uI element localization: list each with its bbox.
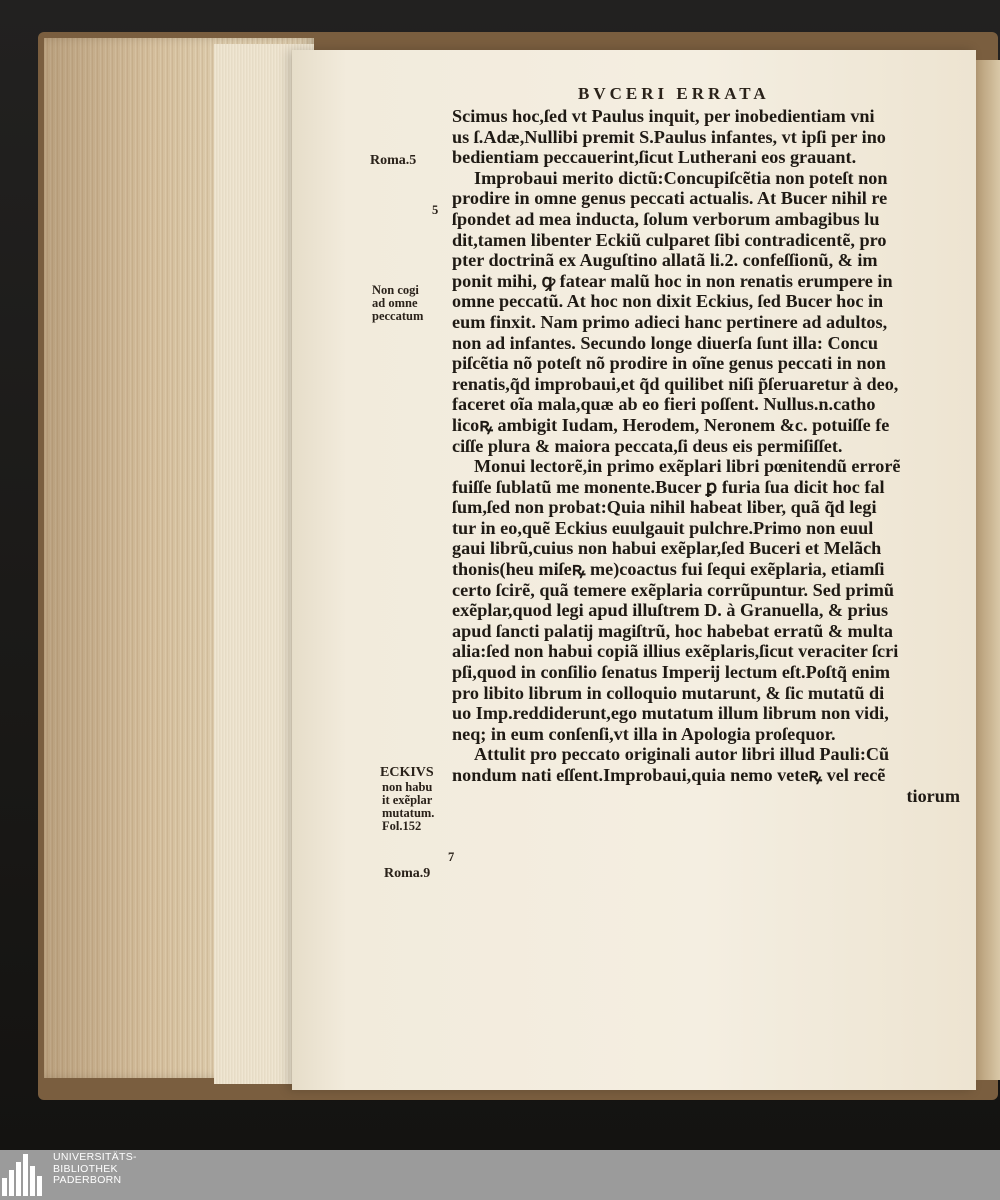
- text-line: certo ſcirẽ, quã temere exẽplaria corrũpuntur. Sed primũ: [452, 579, 894, 600]
- library-name-line3: PADERBORN: [53, 1174, 122, 1186]
- text-line: pro libito librum in colloquio mutarunt, & ſic mutatũ di: [452, 682, 885, 703]
- library-footer-bar: [0, 1150, 1000, 1200]
- text-line: Attulit pro peccato originali autor libri illud Pauli:Cũ: [474, 744, 890, 765]
- text-line: faceret oĩa mala,quæ ab eo fieri poſſent. Nullus.n.catho: [452, 394, 876, 415]
- text-line: exẽplar,quod legi apud illuſtrem D. à Granuella, & prius: [452, 600, 889, 621]
- text-line: apud ſancti palatĳ magiſtrũ, hoc habebat erratũ & multa: [452, 620, 893, 641]
- margin-note-eckius: non habu it exẽplar mutatum. Fol.152: [382, 780, 435, 833]
- text-line: ponit mihi, ꝙ fatear malũ hoc in non renatis erumpere in: [452, 270, 893, 291]
- text-line: Improbaui merito dictũ:Concupiſcẽtia non poteſt non: [474, 167, 888, 188]
- library-logo-icon: [2, 1154, 46, 1196]
- text-line: alia:ſed non habui copiã illius exẽplaris,ſicut veraciter ſcri: [452, 641, 899, 662]
- text-line: prodire in omne genus peccati actualis. At Bucer nihil re: [452, 188, 888, 209]
- body-text: [452, 106, 960, 806]
- text-line: nondum nati eſſent.Improbaui,quia nemo veteꝶ vel recẽ: [452, 765, 886, 785]
- text-line: gaui librũ,cuius non habui exẽplar,ſed Buceri et Melãch: [452, 538, 882, 559]
- fore-edge-shading: [44, 38, 224, 1078]
- text-line: Scimus hoc,ſed vt Paulus inquit, per inobedientiam vni: [452, 106, 875, 126]
- margin-note-number-5: 5: [432, 203, 439, 217]
- text-line: thonis(heu miſeꝶ me)coactus fui ſequi exẽplaria, etiamſi: [452, 559, 885, 580]
- margin-note-non-cogi: Non cogi ad omne peccatum: [372, 283, 424, 323]
- margin-note-eckius-title: ECKIVS: [380, 765, 434, 780]
- margin-note-roma5: Roma.5: [370, 153, 417, 168]
- running-head: BVCERI ERRATA: [578, 84, 770, 103]
- text-line: omne peccatũ. At hoc non dixit Eckius, ſed Bucer hoc in: [452, 291, 884, 312]
- text-line: ciſſe plura & maiora peccata,ſi deus eis permiſiſſet.: [452, 435, 843, 456]
- margin-note-roma9: Roma.9: [384, 866, 431, 881]
- text-line: ſum,ſed non probat:Quia nihil habeat liber, quã q̃d legi: [452, 497, 877, 518]
- library-name-line1: UNIVERSITÄTS-: [53, 1151, 137, 1163]
- margin-note-number-7: 7: [448, 850, 455, 864]
- text-line: neq; in eum conſenſi,vt illa in Apologia proſequor.: [452, 723, 836, 744]
- text-line: tur in eo,quẽ Eckius euulgauit pulchre.Primo non euul: [452, 517, 874, 538]
- text-line: pter doctrinã ex Auguſtino allatã li.2. confeſſionũ, & im: [452, 250, 878, 271]
- text-line: uo Imp.reddiderunt,ego mutatum illum librum non vidi,: [452, 703, 889, 724]
- text-line: non ad infantes. Secundo longe diuerſa ſunt illa: Concu: [452, 332, 878, 353]
- text-line: eum finxit. Nam primo adieci hanc pertinere ad adultos,: [452, 311, 888, 332]
- text-line: Monui lectorẽ,in primo exẽplari libri pœnitendũ errorẽ: [474, 456, 901, 477]
- text-line: us ſ.Adæ,Nullibi premit S.Paulus infantes, vt ipſi per ino: [452, 126, 886, 147]
- text-line: pſi,quod in conſilio ſenatus Imperĳ lectum eſt.Poſtq̃ enim: [452, 662, 890, 683]
- text-line: ſpondet ad mea inducta, ſolum verborum ambagibus lu: [452, 208, 880, 229]
- text-line: renatis,q̃d improbaui,et q̃d quilibet niſi p̃ſeruaretur à deo,: [452, 373, 899, 394]
- library-name: [53, 1152, 137, 1187]
- text-line: dit,tamen libenter Eckiũ culparet ſibi contradicentẽ, pro: [452, 229, 887, 250]
- text-line: licoꝶ ambigit Iudam, Herodem, Neronem &c. potuiſſe fe: [452, 414, 890, 435]
- text-line: piſcẽtia nõ poteſt nõ prodire in oĩne genus peccati in non: [452, 353, 886, 374]
- text-line: fuiſſe ſublatũ me monente.Bucer ꝑ furia ſua dicit hoc fal: [452, 476, 885, 497]
- library-name-line2: BIBLIOTHEK: [53, 1162, 118, 1175]
- catchword: tiorum: [906, 785, 960, 806]
- text-line: bedientiam peccauerint,ſicut Lutherani eos grauant.: [452, 147, 857, 168]
- opposite-page-edge: [976, 60, 1000, 1080]
